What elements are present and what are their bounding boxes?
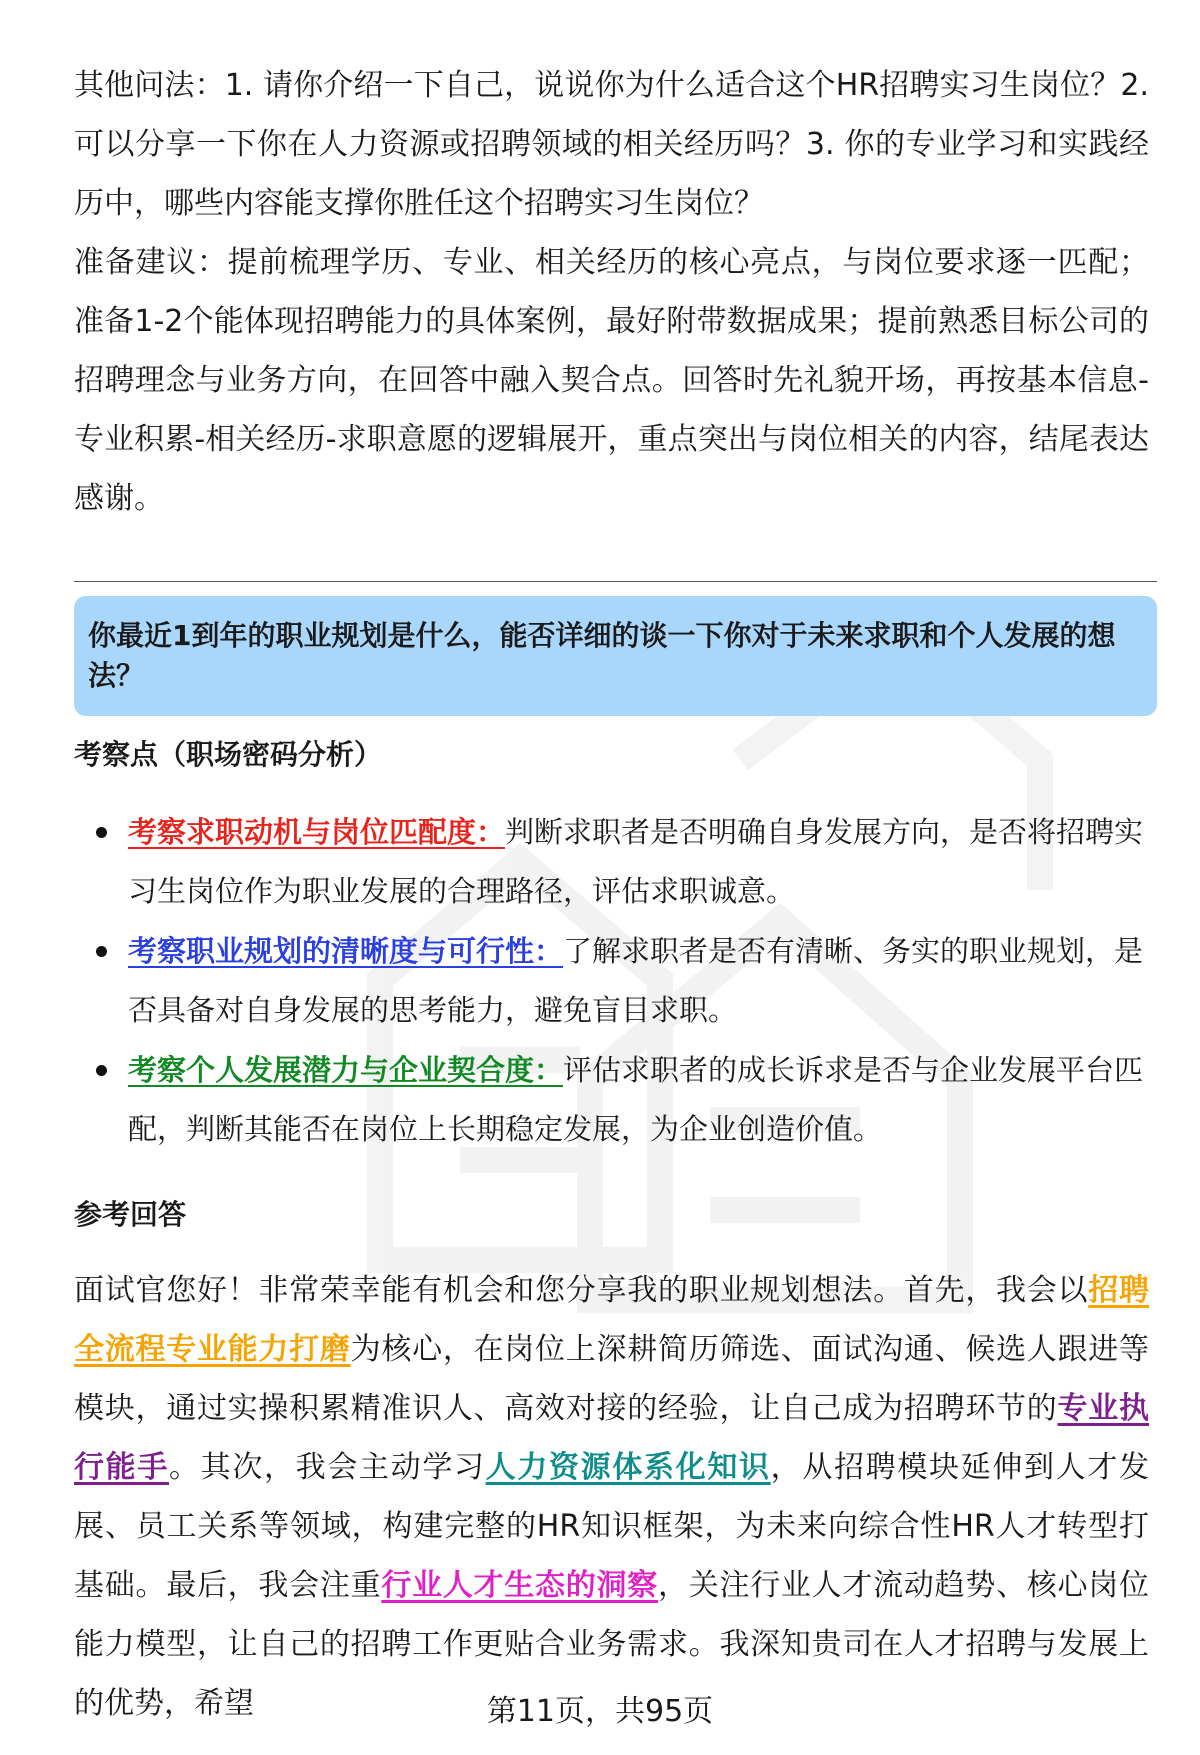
bullet-dot-icon (96, 946, 107, 957)
reference-title: 参考回答 (74, 1198, 187, 1231)
highlight-hr-knowledge: 人力资源体系化知识 (485, 1450, 771, 1485)
section-divider (74, 581, 1157, 582)
question-text: 你最近1到年的职业规划是什么，能否详细的谈一下你对于未来求职和个人发展的想法？ (88, 619, 1116, 692)
analysis-list (74, 803, 1157, 1160)
page-number: 第11页，共95页 (486, 1694, 714, 1729)
other-ways-paragraph: 其他问法：1. 请你介绍一下自己，说说你为什么适合这个HR招聘实习生岗位？2. 可以分享一下你在人力资源或招聘领域的相关经历吗？3. 你的专业学习和实践经历中，哪些内容能支撑你胜任这个招聘实习生岗位？ (74, 68, 1149, 221)
bullet-dot-icon (96, 1065, 107, 1076)
highlight-recruiting-ability: 招聘全流程专业能力打磨 (74, 1273, 1150, 1367)
point-text: 判断求职者是否明确自身发展方向，是否将招聘实习生岗位作为职业发展的合理路径，评估求职诚意。 (128, 815, 1144, 908)
list-item (74, 922, 1157, 1040)
analysis-title: 考察点（职场密码分析） (74, 738, 383, 771)
point-label: 考察求职动机与岗位匹配度： (128, 815, 506, 849)
highlight-execution-expert: 专业执行能手 (74, 1391, 1150, 1485)
point-label: 考察职业规划的清晰度与可行性： (128, 934, 564, 968)
point-text: 了解求职者是否有清晰、务实的职业规划，是否具备对自身发展的思考能力，避免盲目求职。 (128, 934, 1144, 1027)
question-box (74, 596, 1157, 716)
list-item (74, 1041, 1157, 1159)
bullet-dot-icon (96, 827, 107, 838)
answer-text: 为核心，在岗位上深耕简历筛选、面试沟通、候选人跟进等模块，通过实操积累精准识人、高效对接的经验，让自己成为招聘环节的 (74, 1332, 1150, 1426)
reference-answer-paragraph (74, 1261, 1149, 1733)
prep-advice-paragraph: 准备建议：提前梳理学历、专业、相关经历的核心亮点，与岗位要求逐一匹配；准备1-2个能体现招聘能力的具体案例，最好附带数据成果；提前熟悉目标公司的招聘理念与业务方向，在回答中融入契合点。回答时先礼貌开场，再按基本信息-专业积累-相关经历-求职意愿的逻辑展开，重点突出与岗位相关的内容，结尾表达感谢。 (74, 245, 1149, 516)
list-item (74, 803, 1157, 921)
answer-text: ，从招聘模块延伸到人才发展、员工关系等领域，构建完整的HR知识框架，为未来向综合性HR人才转型打基础。最后，我会注重 (74, 1450, 1150, 1603)
answer-text: ，关注行业人才流动趋势、核心岗位能力模型，让自己的招聘工作更贴合业务需求。我深知贵司在人才招聘与发展上的优势，希望 (74, 1568, 1150, 1721)
answer-text: 面试官您好！非常荣幸能有机会和您分享我的职业规划想法。首先，我会以 (74, 1273, 1089, 1308)
answer-text: 。其次，我会主动学习 (169, 1450, 486, 1485)
highlight-talent-ecosystem: 行业人才生态的洞察 (381, 1568, 658, 1603)
point-text: 评估求职者的成长诉求是否与企业发展平台匹配，判断其能否在岗位上长期稳定发展，为企业创造价值。 (128, 1053, 1144, 1146)
point-label: 考察个人发展潜力与企业契合度： (128, 1053, 564, 1087)
